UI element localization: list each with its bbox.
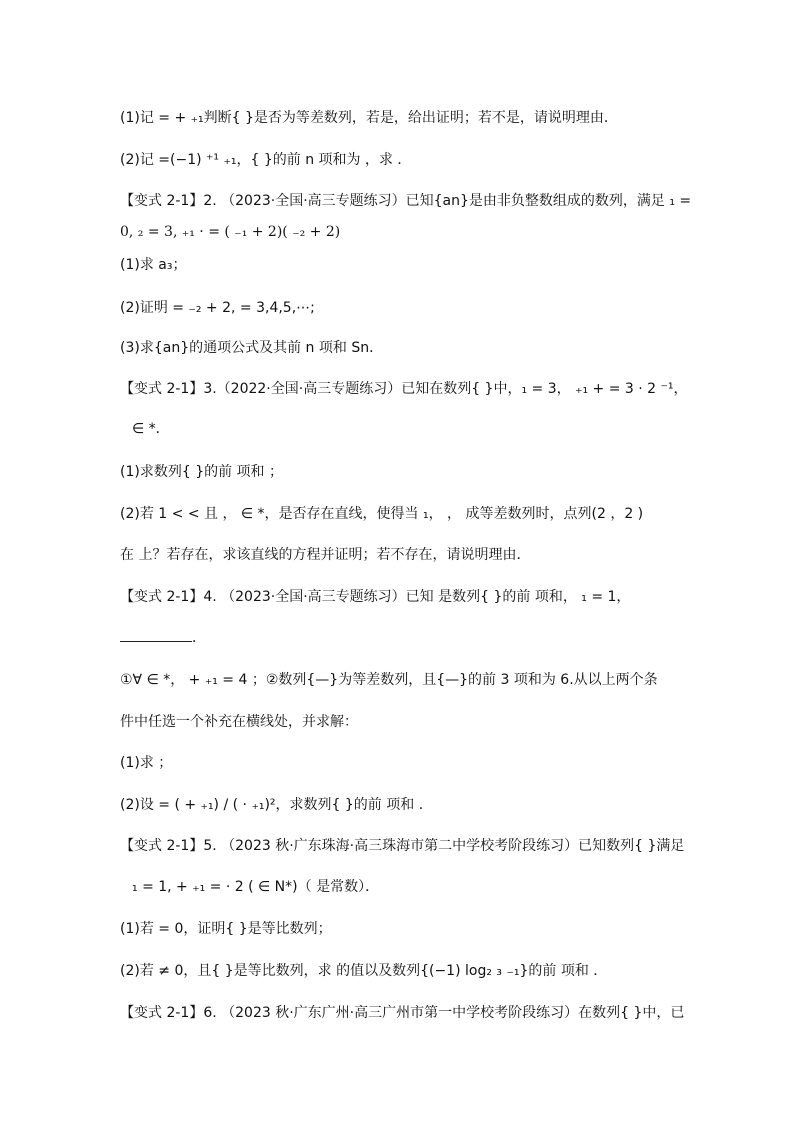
text-line-2: (2)记 =(−1) ⁺¹ ₊₁，{ }的前 n 项和为 ，求 ． (120, 152, 412, 168)
text-line-1: (1)记 = + ₊₁判断{ }是否为等差数列，若是，给出证明；若不是，请说明理由． (120, 110, 618, 126)
text-line-9: ∈ *． (132, 421, 170, 437)
text-line-3: 【变式 2-1】2. （2023·全国·高三专题练习）已知{an}是由非负整数组成的数列，满足 ₁ = (120, 193, 692, 209)
blank-period: ． (192, 630, 206, 646)
text-line-22: (2)若 ≠ 0，且{ }是等比数列，求 的值以及数列{(−1) log₂ ₃ ₋₁}的前 项和 ． (120, 963, 608, 979)
text-line-14 (120, 627, 684, 647)
text-line-10: (1)求数列{ }的前 项和 ； (120, 464, 283, 480)
text-line-15: ①∀ ∈ *， + ₊₁ = 4 ；②数列{—}为等差数列，且{—}的前 3 项和为 6.从以上两个条 (120, 672, 658, 688)
text-line-13: 【变式 2-1】4. （2023·全国·高三专题练习）已知 是数列{ }的前 项和， ₁ = 1， (120, 589, 631, 605)
text-line-17: (1)求 ； (120, 755, 173, 771)
answer-blank (120, 627, 192, 642)
text-line-4: 0, ₂ = 3, ₊₁ · = ( ₋₁ + 2)( ₋₂ + 2) (120, 224, 341, 240)
text-line-18: (2)设 = ( + ₊₁) / ( · ₊₁)²，求数列{ }的前 项和 ． (120, 797, 433, 813)
text-line-5: (1)求 a₃； (120, 257, 187, 273)
text-line-19: 【变式 2-1】5. （2023 秋·广东珠海·高三珠海市第二中学校考阶段练习）已知数列{ }满足 (120, 838, 685, 854)
text-line-20: ₁ = 1, + ₊₁ = · 2 ( ∈ N*)（ 是常数）． (132, 879, 380, 895)
text-line-6: (2)证明 = ₋₂ + 2, = 3,4,5,⋯; (120, 300, 315, 316)
text-line-12: 在 上？若存在，求该直线的方程并证明；若不存在，请说明理由． (120, 547, 531, 563)
text-line-16: 件中任选一个补充在横线处，并求解： (120, 714, 358, 730)
text-line-8: 【变式 2-1】3.（2022·全国·高三专题练习）已知在数列{ }中，₁ = 3， ₊₁ + = 3 · 2 ⁻¹， (120, 381, 688, 397)
text-line-11: (2)若 1 < < 且 ， ∈ *，是否存在直线，使得当 ₁， ， 成等差数列时，点列(2 ，2 ) (120, 506, 644, 522)
text-line-7: (3)求{an}的通项公式及其前 n 项和 Sn． (120, 340, 384, 356)
text-line-23: 【变式 2-1】6. （2023 秋·广东广州·高三广州市第一中学校考阶段练习）在数列{ }中，已 (120, 1005, 685, 1021)
text-line-21: (1)若 = 0，证明{ }是等比数列； (120, 921, 332, 937)
